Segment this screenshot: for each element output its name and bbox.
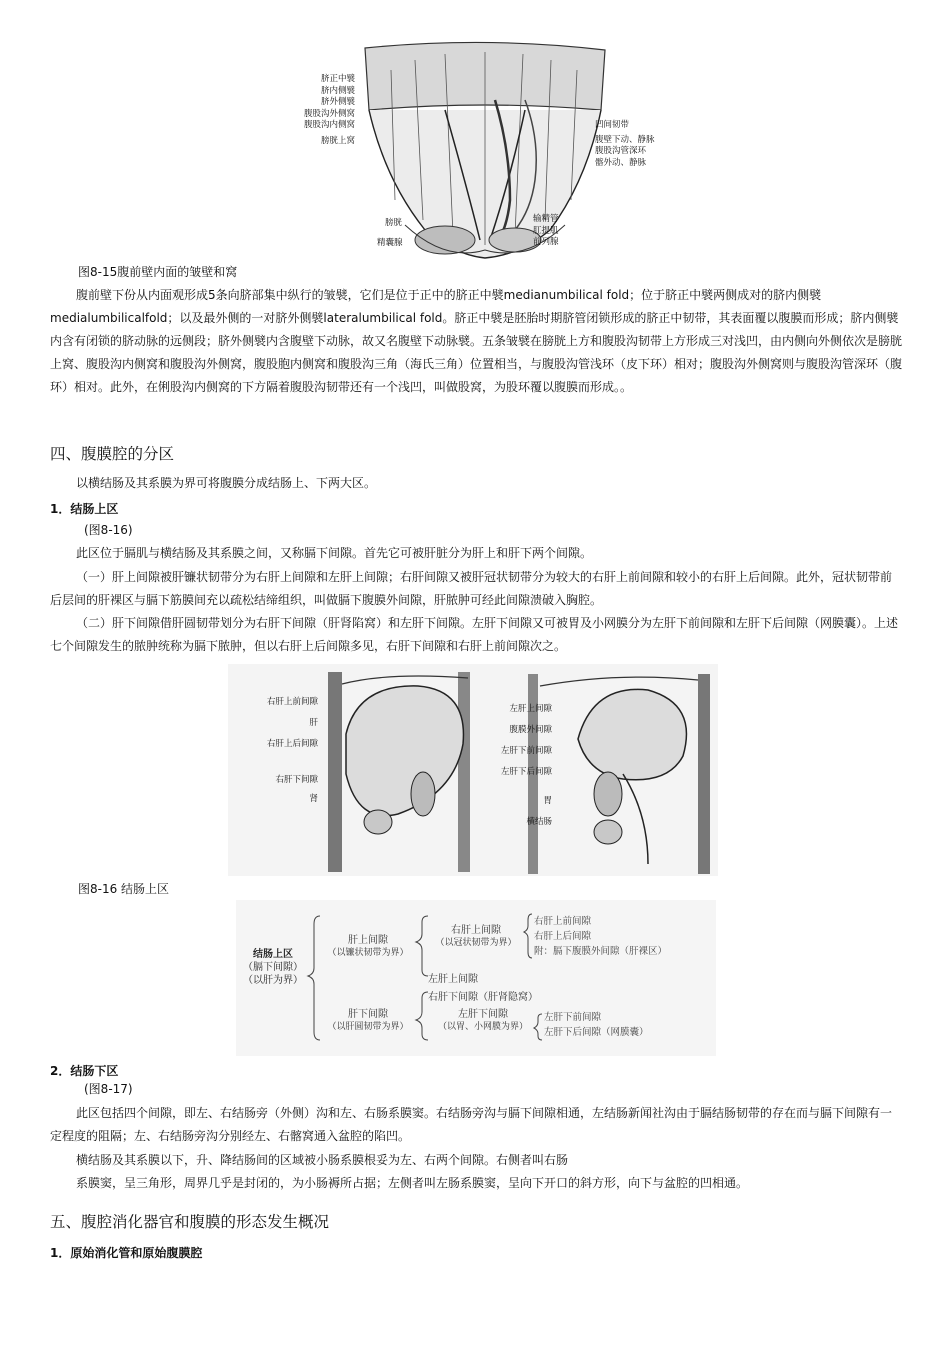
tree-right-ant-suprahepatic: 右肝上前间隙 [534,916,592,927]
label-lateral-fold: 脐外侧襞 [320,97,355,107]
tree-suprahepatic-boundary: （以镰状韧带为界） [327,948,409,958]
infracolic-paragraph-2a: 横结肠及其系膜以下，升、降结肠间的区域被小肠系膜根妥为左、右两个间隙。右侧者叫右肠 [76,1153,569,1167]
label-right-post-suprahepatic: 右肝上后间隙 [266,739,318,749]
supracolic-paragraph-1: 此区位于膈肌与横结肠及其系膜之间，又称膈下间隙。首先它可被肝脏分为肝上和肝下两个间隙。 [76,546,593,560]
tree-omental-bursa: 左肝下后间隙（网膜囊） [544,1027,649,1038]
tree-root-title: 结肠上区 [253,949,293,960]
tree-right-post-suprahepatic: 右肝上后间隙 [534,931,592,942]
figure-8-15-caption: 图8-15腹前壁内面的皱壁和窝 [78,265,238,279]
label-external-iliac: 髂外动、静脉 [595,157,647,168]
label-left-suprahepatic: 左肝上间隙 [509,704,552,714]
label-medial-fold: 脐内侧襞 [320,85,355,96]
label-kidney: 肾 [309,794,318,804]
section-5-title: 五、腹腔消化器官和腹膜的形态发生概况 [50,1213,330,1231]
label-prostate: 前列腺 [533,237,559,247]
paragraph-abdominal-wall-folds: 腹前壁下份从内面观形成5条向脐部集中纵行的皱襞，它们是位于正中的脐正中襞medianumbilical fold；位于脐正中襞两侧成对的脐内侧襞medialumbilicalfold；以及最外侧的一对脐外侧襞lateralumbilical fold。脐正中襞是胚胎时期脐管闭锁形成的脐正中韧带，其表面覆以腹膜而形成；脐内侧襞内含有闭锁的脐动脉的远侧段；脐外侧襞内含腹壁下动脉，故又名腹壁下动脉襞。五条皱襞在膀胱上方和腹股沟韧带上方形成三对浅凹，由内侧向外侧依次是膀胱上窝、腹股沟内侧窝和腹股沟外侧窝，腹股胞内侧窝和腹股沟三角（海氏三角）位置相当，与腹股沟管浅环（皮下环）相对；腹股沟外侧窝则与腹股沟管深环（腹环）相对。此外，在俐股沟内侧窝的下方隔着腹股沟韧带还有一个浅凹，叫做股窝，为股环覆以腹膜而形成。。 [50,288,903,394]
label-supravesical-fossa: 膀胱上窝 [320,135,355,146]
tree-infrahepatic: 肝下间隙 [348,1009,388,1020]
tree-right-suprahepatic-boundary: （以冠状韧带为界） [435,938,517,948]
tree-root-boundary: （以肝为界） [243,975,303,986]
infracolic-paragraph-1: 此区包括四个间隙，即左、右结肠旁（外侧）沟和左、右肠系膜窦。右结肠旁沟与膈下间隙相通，左结肠新闻社沟由于膈结肠韧带的存在而与膈下间隙有一定程度的阻隔；左、右结肠旁沟分别经左、右髂窝通入盆腔的陷凹。 [50,1106,893,1143]
figure-8-16-caption: 图8-16 结肠上区 [78,882,170,896]
tree-left-infrahepatic-boundary: （以胃、小网膜为界） [437,1022,528,1032]
label-left-post-infrahepatic: 左肝下后间隙 [500,767,552,777]
label-bladder: 膀胱 [385,218,403,228]
tree-root-alias: （膈下间隙） [243,962,303,973]
tree-bare-area: 附：膈下腹膜外间隙（肝裸区） [534,946,668,957]
tree-left-infrahepatic: 左肝下间隙 [458,1009,508,1020]
label-lateral-fossa: 腹股沟外侧窝 [303,108,355,119]
tree-suprahepatic: 肝上间隙 [348,935,388,946]
label-inferior-epigastric: 腹壁下动、静脉 [595,134,655,145]
label-right-infrahepatic: 右肝下间隙 [275,775,318,785]
figure-8-16-ref: (图8-16) [84,523,133,537]
label-median-fold: 脐正中襞 [320,74,355,84]
section-4-title: 四、腹膜腔的分区 [50,445,175,463]
figure-8-15 [295,40,667,262]
subsection-infracolic-title: 2．结肠下区 [50,1064,119,1078]
tree-right-infrahepatic: 右肝下间隙（肝肾隐窝） [428,992,538,1003]
section-4-intro: 以横结肠及其系膜为界可将腹膜分成结肠上、下两大区。 [76,476,377,490]
label-transverse-colon: 横结肠 [526,817,552,827]
figure-8-17-ref: (图8-17) [84,1082,133,1096]
subsection-supracolic-title: 1．结肠上区 [50,502,119,516]
label-stomach: 胃 [543,796,552,806]
tree-left-suprahepatic: 左肝上间隙 [428,974,478,985]
label-interfoveolar-ligament: 凹间韧带 [595,120,630,130]
label-deep-ring: 腹股沟管深环 [595,146,647,156]
supracolic-paragraph-2: （一）肝上间隙被肝镰状韧带分为右肝上间隙和左肝上间隙；右肝间隙又被肝冠状韧带分为较大的右肝上前间隙和较小的右肝上后间隙。此外，冠状韧带前后层间的肝裸区与膈下筋膜间充以疏松结缔组织，叫做膈下腹膜外间隙，肝脓肿可经此间隙溃破入胸腔。 [50,570,893,607]
label-left-ant-infrahepatic: 左肝下前间隙 [500,746,552,756]
label-extraperitoneal: 腹膜外间隙 [509,725,552,735]
label-right-ant-suprahepatic: 右肝上前间隙 [266,697,318,707]
label-medial-fossa: 腹股沟内侧窝 [303,120,355,130]
label-seminal-vesicle: 精囊腺 [377,238,403,248]
supracolic-classification-diagram [236,900,716,1056]
section-5-subsection-1: 1．原始消化管和原始腹膜腔 [50,1246,203,1260]
infracolic-paragraph-2b: 系膜窦，呈三角形，周界几乎是封闭的，为小肠褥所占据；左侧者叫左肠系膜窦，呈向下开口的斜方形，向下与盆腔的凹相通。 [76,1176,749,1190]
tree-infrahepatic-boundary: （以肝圆韧带为界） [327,1022,409,1032]
label-vas-deferens: 输精管 [533,214,559,224]
tree-left-ant-infrahepatic: 左肝下前间隙 [544,1012,602,1023]
label-liver: 肝 [309,718,318,728]
tree-right-suprahepatic: 右肝上间隙 [451,925,501,936]
label-levator-ani: 肛提肌 [533,225,559,236]
supracolic-paragraph-3: （二）肝下间隙借肝圆韧带划分为右肝下间隙（肝肾陷窝）和左肝下间隙。左肝下间隙又可被胃及小网膜分为左肝下前间隙和左肝下后间隙（网膜囊）。上述七个间隙发生的脓肿统称为膈下脓肿，但以右肝上后间隙多见，右肝下间隙和右肝上前间隙次之。 [50,616,899,653]
figure-8-16 [228,664,718,876]
